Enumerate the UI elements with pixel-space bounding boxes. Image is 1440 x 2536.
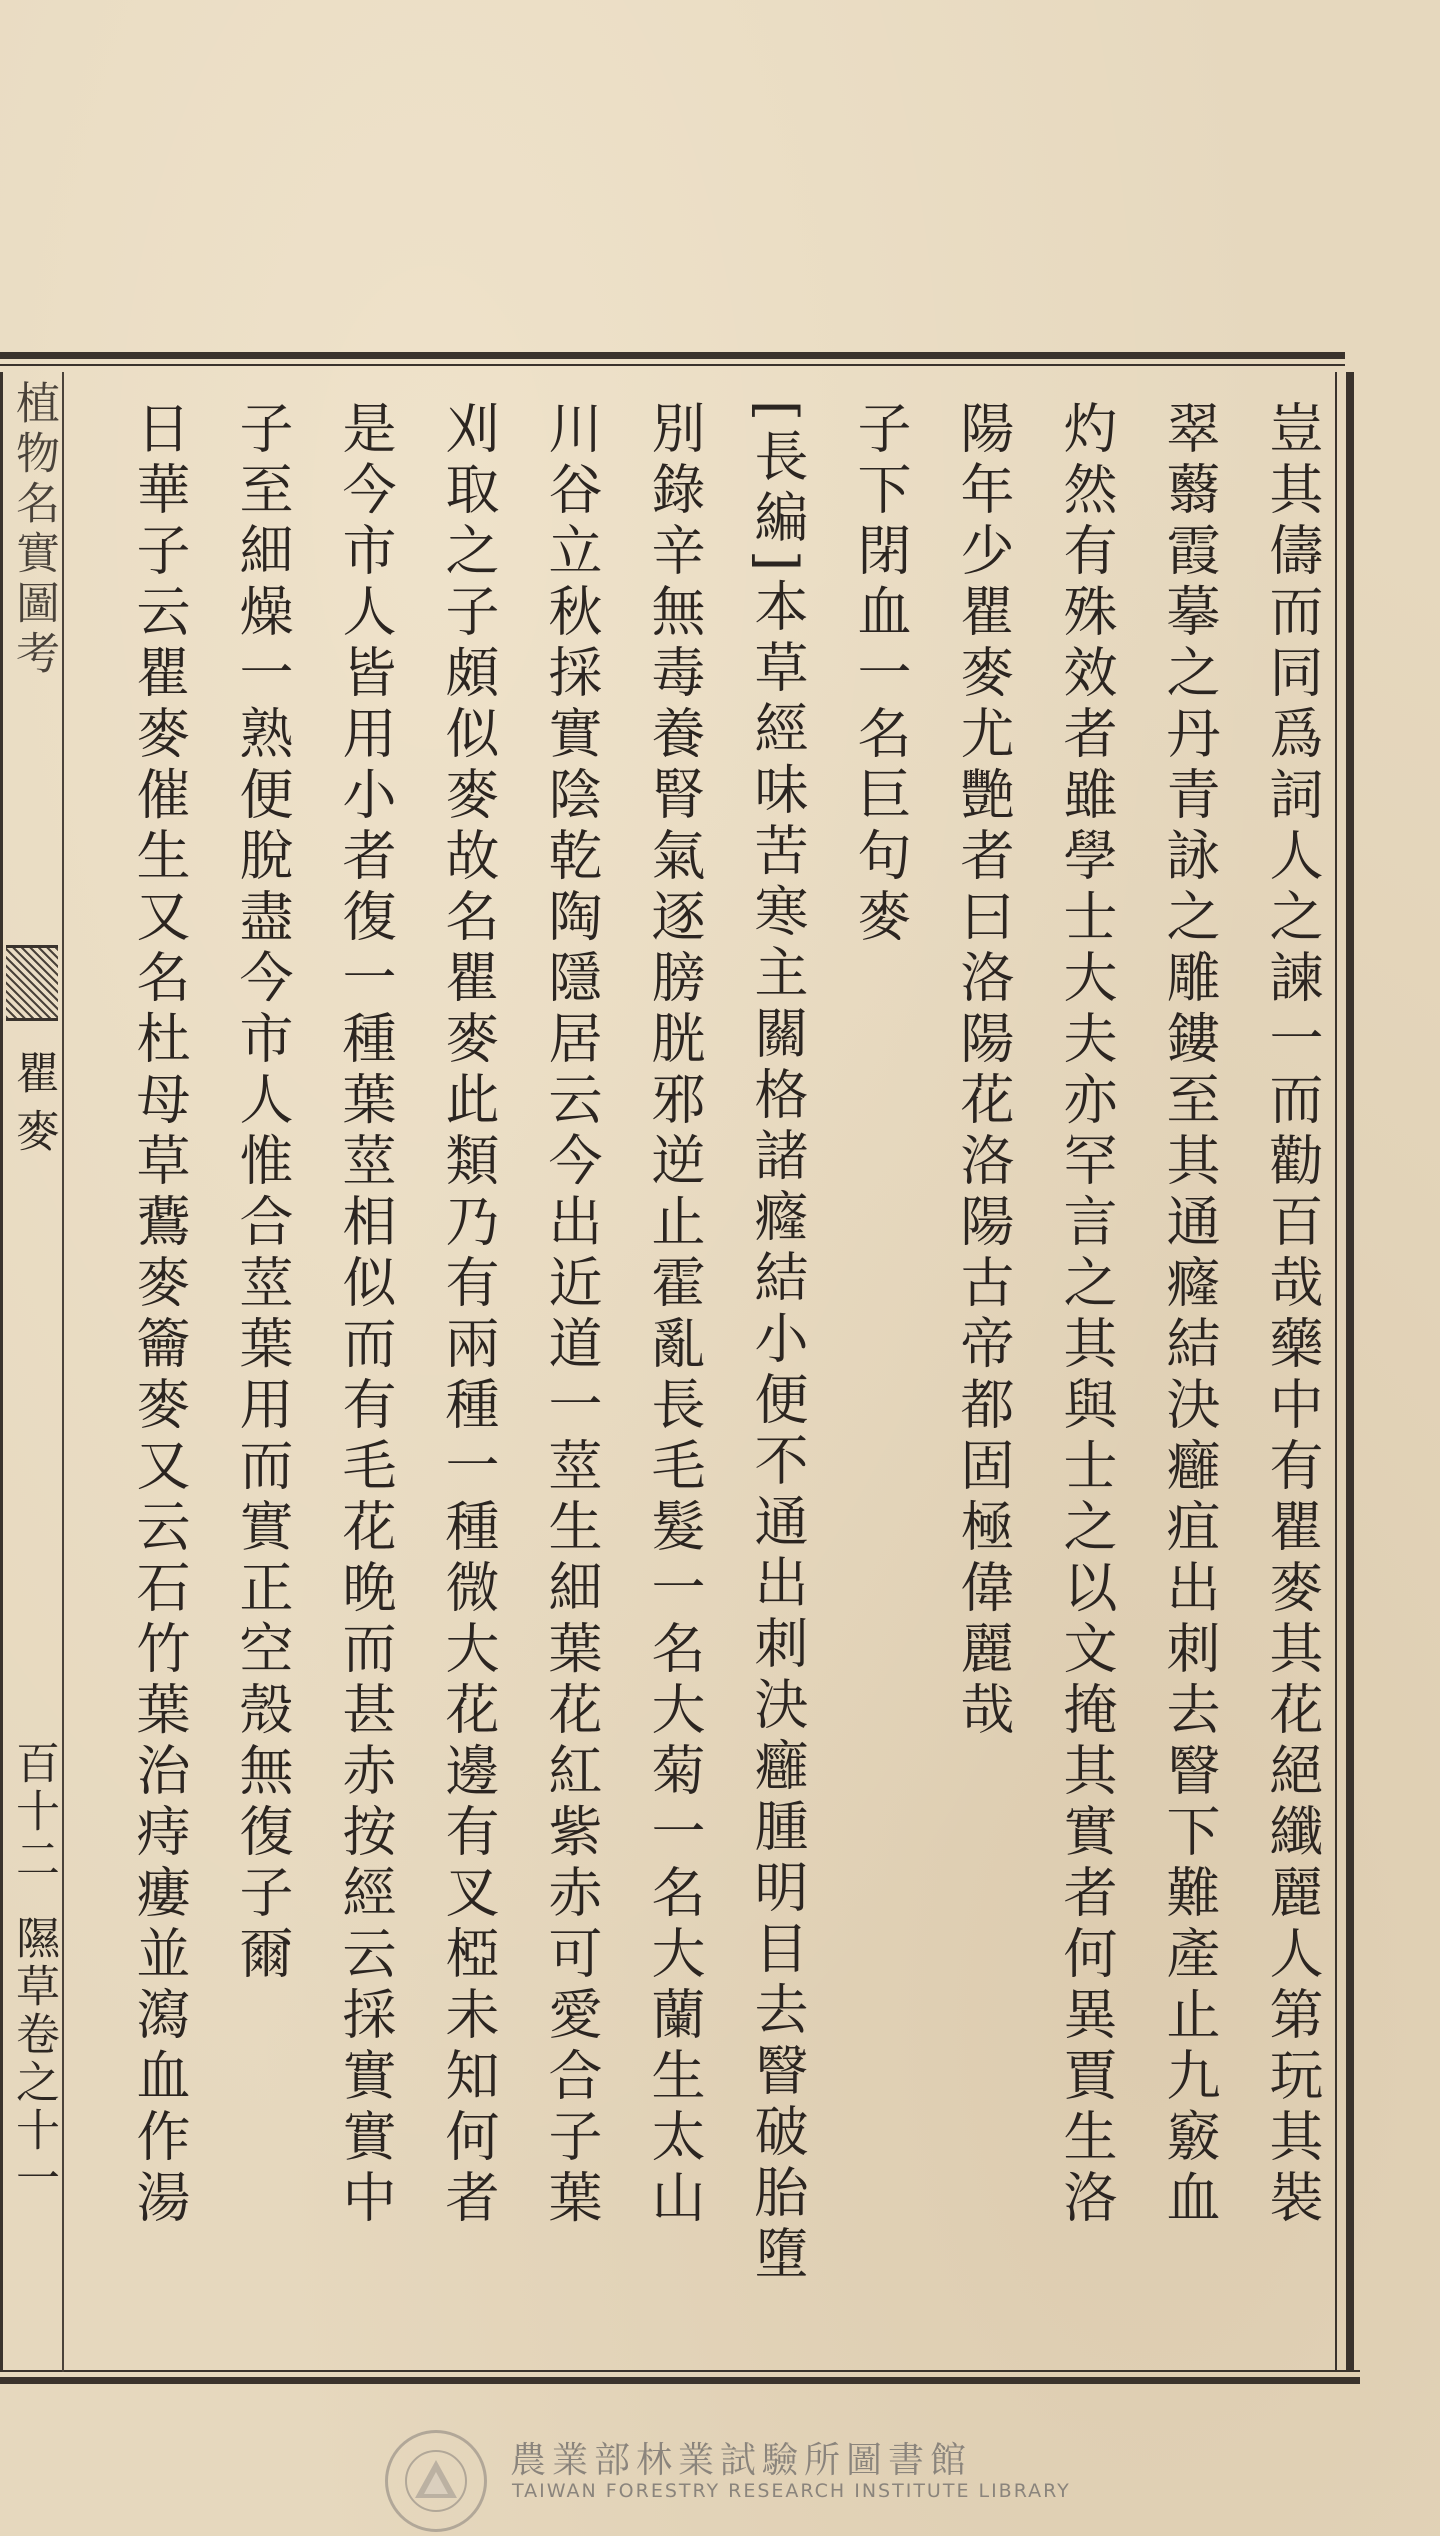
margin-volume: 隰草卷之十一 [8, 1915, 59, 2203]
text-column-1: 豈其儔而同爲詞人之諫一而勸百哉藥中有瞿麥其花絕纖麗人第玩其裝 [1261, 400, 1324, 2230]
library-watermark-subtitle: TAIWAN FORESTRY RESEARCH INSTITUTE LIBRARY [512, 2480, 1071, 2502]
text-column-11: 子至細燥一熟便脫盡今市人惟合莖葉用而實正空殼無復子爾 [231, 400, 294, 1986]
text-column-7: 別錄辛無毒養腎氣逐膀胱邪逆止霍亂長毛髮一名大菊一名大蘭生太山 [643, 400, 706, 2230]
margin-page-number: 百十二 [8, 1740, 59, 1884]
margin-divider [62, 372, 64, 2372]
library-seal-icon [385, 2430, 487, 2532]
frame-right-inner-border [1335, 372, 1337, 2372]
frame-right-border [1346, 372, 1354, 2372]
text-column-4: 陽年少瞿麥尤艷者曰洛陽花洛陽古帝都固極偉麗哉 [952, 400, 1015, 1742]
frame-top-border [0, 352, 1345, 359]
text-column-9: 刈取之子頗似麥故名瞿麥此類乃有兩種一種微大花邊有叉椏未知何者 [437, 400, 500, 2230]
text-column-12: 日華子云瞿麥催生又名杜母草鷰麥籥麥又云石竹葉治痔瘻並瀉血作湯 [128, 400, 191, 2230]
frame-top-inner-border [0, 364, 1345, 366]
text-column-5: 子下閉血一名巨句麥 [849, 400, 912, 949]
frame-bottom-inner-border [0, 2370, 1360, 2372]
margin-book-title: 植物名實圖考 [8, 380, 59, 680]
text-column-6: [長編]本草經味苦寒主關格諸癃結小便不通出刺決癰腫明目去瞖破胎墮 [746, 400, 809, 2287]
text-column-10: 是今市人皆用小者復一種葉莖相似而有毛花晚而甚赤按經云採實實中 [334, 400, 397, 2230]
fishtail-ornament-icon [6, 945, 58, 1021]
frame-left-border [0, 372, 3, 2372]
frame-bottom-border [0, 2377, 1360, 2384]
library-watermark-title: 農業部林業試驗所圖書館 [510, 2440, 973, 2481]
margin-section-title: 瞿麥 [8, 1050, 59, 1166]
text-column-2: 翠蘙霞摹之丹青詠之雕鏤至其通癃結決癰疽出刺去瞖下難產止九竅血 [1158, 400, 1221, 2230]
text-column-3: 灼然有殊效者雖學士大夫亦罕言之其與士之以文掩其實者何異賈生洛 [1055, 400, 1118, 2230]
text-column-8: 川谷立秋採實陰乾陶隱居云今出近道一莖生細葉花紅紫赤可愛合子葉 [540, 400, 603, 2230]
